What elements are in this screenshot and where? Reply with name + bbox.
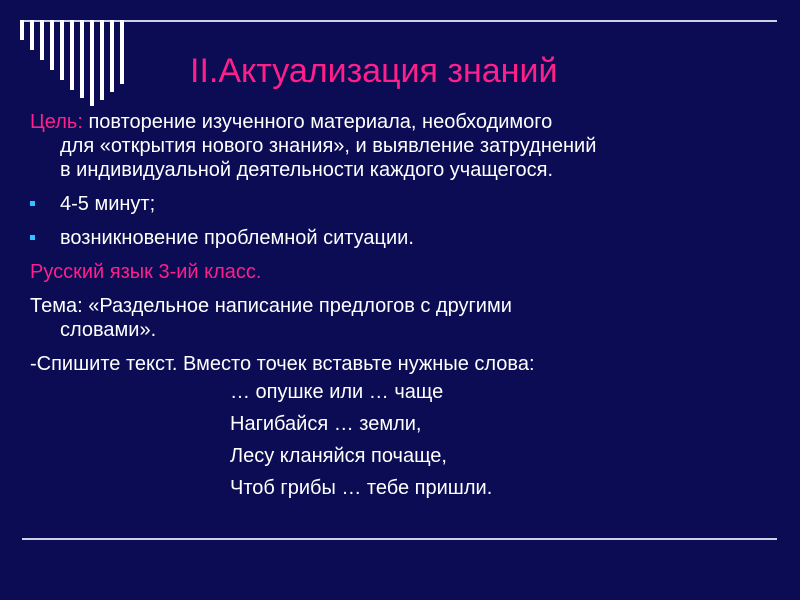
goal-line-3: в индивидуальной деятельности каждого учащегося. [60, 159, 554, 181]
deco-bar [30, 20, 34, 50]
decorative-bars [20, 20, 140, 110]
goal-label: Цель: [30, 111, 83, 133]
deco-bar [70, 20, 74, 90]
slide-content [30, 110, 780, 508]
poem-line: Лесу кланяйся почаще, [230, 445, 447, 467]
goal-line-1 [30, 110, 780, 134]
bullet-text: 4-5 минут; [60, 193, 156, 215]
bullet-text: возникновение проблемной ситуации. [60, 227, 414, 249]
poem-line: Нагибайся … земли, [230, 413, 422, 435]
poem-line: Чтоб грибы … тебе пришли. [230, 477, 493, 499]
deco-bar [110, 20, 114, 92]
deco-bar [100, 20, 104, 100]
bullet-square-icon [30, 201, 35, 206]
bullet-item [30, 226, 780, 250]
topic-line-2: словами». [60, 319, 157, 341]
poem-line: … опушке или … чаще [230, 381, 444, 403]
bullet-item [30, 192, 780, 216]
goal-line-2: для «открытия нового знания», и выявление затруднений [60, 135, 597, 157]
bullet-list [30, 192, 780, 250]
deco-bar [20, 20, 24, 40]
task-line: -Спишите текст. Вместо точек вставьте нужные слова: [30, 353, 535, 375]
deco-bar [90, 20, 94, 106]
slide-title: II.Актуализация знаний [190, 52, 558, 90]
deco-bar [80, 20, 84, 98]
deco-bar [50, 20, 54, 70]
grade-line: Русский язык 3-ий класс. [30, 261, 262, 283]
bullet-square-icon [30, 235, 35, 240]
deco-bar [120, 20, 124, 84]
bottom-divider-line [22, 538, 777, 540]
deco-bar [60, 20, 64, 80]
poem [230, 380, 780, 500]
topic-line-1: Тема: «Раздельное написание предлогов с другими [30, 295, 512, 317]
goal-text-1: повторение изученного материала, необходимого [82, 111, 553, 133]
deco-bar [40, 20, 44, 60]
